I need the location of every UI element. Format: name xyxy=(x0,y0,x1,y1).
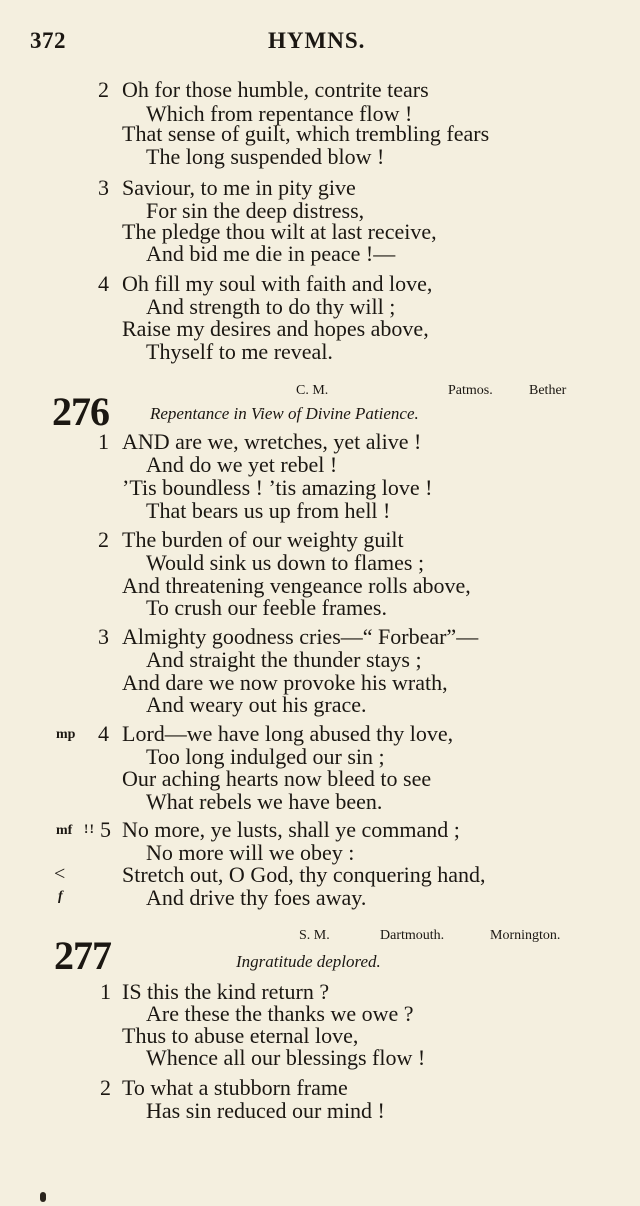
hymn-meter: C. M. xyxy=(296,383,329,398)
verse-line: To what a stubborn frame xyxy=(122,1075,348,1100)
verse-line: Thyself to me reveal. xyxy=(146,339,333,364)
tune-name: Dartmouth. xyxy=(380,928,445,943)
hymn-number: 277 xyxy=(54,933,111,978)
verse-number: 1 xyxy=(98,429,109,454)
verse-line: Oh fill my soul with faith and love, xyxy=(122,271,433,296)
verse-number: 5 xyxy=(100,817,111,842)
verse-line: Almighty goodness cries—“ Forbear”— xyxy=(122,624,479,649)
verse-line: Our aching hearts now bleed to see xyxy=(122,766,432,791)
tune-name: Patmos. xyxy=(448,383,493,398)
verse-line: Which from repentance flow ! xyxy=(146,101,413,126)
page-number: 372 xyxy=(30,28,66,53)
verse-line: And weary out his grace. xyxy=(146,692,367,717)
verse-number: 4 xyxy=(98,721,109,746)
hymn-number: 276 xyxy=(52,389,109,434)
verse-line: Too long indulged our sin ; xyxy=(146,744,385,769)
verse-number: 2 xyxy=(98,77,109,102)
verse-line: And strength to do thy will ; xyxy=(146,294,396,319)
verse-line: Oh for those humble, contrite tears xyxy=(122,77,429,102)
tune-name: Bether xyxy=(529,383,567,398)
verse-line: And do we yet rebel ! xyxy=(146,452,338,477)
verse-line: The long suspended blow ! xyxy=(146,144,385,169)
dynamic-marking: mp xyxy=(56,727,76,742)
verse-line: Saviour, to me in pity give xyxy=(122,175,356,200)
verse-number: 1 xyxy=(100,979,111,1004)
hymn-title: Ingratitude deplored. xyxy=(236,952,381,971)
verse-line: And straight the thunder stays ; xyxy=(146,647,422,672)
verse-line: To crush our feeble frames. xyxy=(146,595,387,620)
verse-line: Thus to abuse eternal love, xyxy=(122,1023,359,1048)
verse-line: Raise my desires and hopes above, xyxy=(122,316,429,341)
verse-line: And bid me die in peace !— xyxy=(146,241,396,266)
verse-line: That sense of guilt, which trembling fears xyxy=(122,121,490,146)
running-title: HYMNS. xyxy=(268,28,366,53)
ink-speck xyxy=(40,1192,46,1202)
tune-name: Mornington. xyxy=(490,928,561,943)
verse-line: And threatening vengeance rolls above, xyxy=(122,573,471,598)
hymn-title: Repentance in View of Divine Patience. xyxy=(150,404,419,423)
verse-line: The pledge thou wilt at last receive, xyxy=(122,219,437,244)
verse-line: Stretch out, O God, thy conquering hand, xyxy=(122,862,486,887)
verse-line: And dare we now provoke his wrath, xyxy=(122,670,448,695)
verse-line: Are these the thanks we owe ? xyxy=(146,1001,414,1026)
hymn-meter: S. M. xyxy=(299,928,330,943)
verse-line: Has sin reduced our mind ! xyxy=(146,1098,385,1123)
dynamic-marking: mf xyxy=(56,823,73,838)
verse-number: 2 xyxy=(98,527,109,552)
verse-line: Lord—we have long abused thy love, xyxy=(122,721,454,746)
verse-line: No more, ye lusts, shall ye command ; xyxy=(122,817,460,842)
verse-line: IS this the kind return ? xyxy=(122,979,330,1004)
verse-line: The burden of our weighty guilt xyxy=(122,527,404,552)
dynamic-marking: f xyxy=(58,889,63,904)
verse-number: 4 xyxy=(98,271,109,296)
verse-number: 3 xyxy=(98,175,109,200)
verse-number: 3 xyxy=(98,624,109,649)
verse-line: That bears us up from hell ! xyxy=(146,498,391,523)
accent-marks: ! ! xyxy=(84,821,93,836)
verse-number: 2 xyxy=(100,1075,111,1100)
verse-line: And drive thy foes away. xyxy=(146,885,367,910)
verse-line: AND are we, wretches, yet alive ! xyxy=(122,429,422,454)
verse-line: No more will we obey : xyxy=(146,840,355,865)
verse-line: Would sink us down to flames ; xyxy=(146,550,425,575)
verse-line: ’Tis boundless ! ’tis amazing love ! xyxy=(122,475,433,500)
crescendo-mark: < xyxy=(54,863,66,885)
verse-line: What rebels we have been. xyxy=(146,789,383,814)
verse-line: Whence all our blessings flow ! xyxy=(146,1045,426,1070)
verse-line: For sin the deep distress, xyxy=(146,198,365,223)
